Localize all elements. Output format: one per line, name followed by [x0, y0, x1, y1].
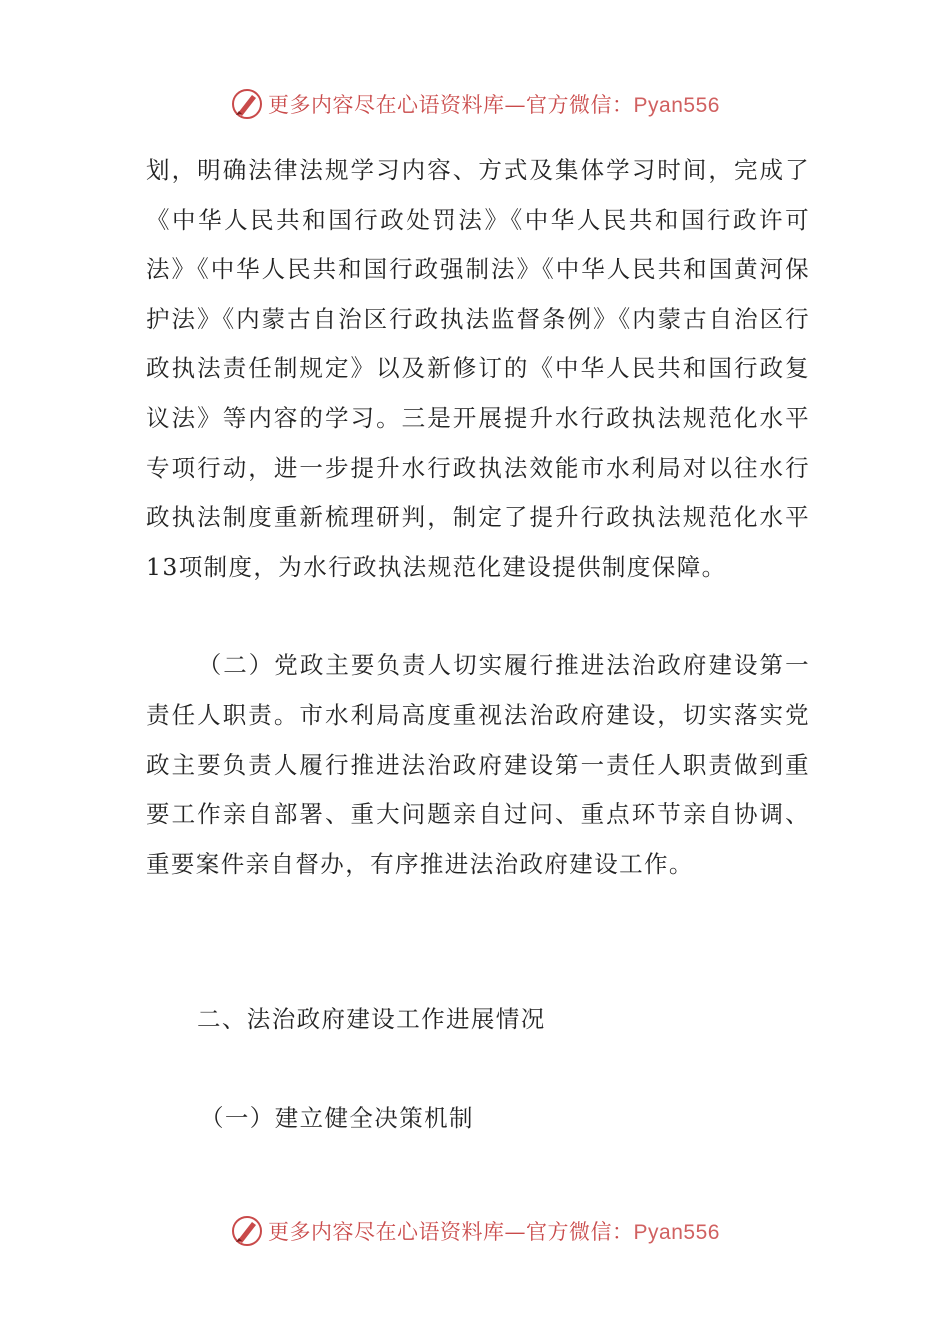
section-heading: 二、法治政府建设工作进展情况 [197, 1005, 546, 1033]
subsection-heading: （一）建立健全决策机制 [200, 1104, 474, 1132]
body-content [146, 146, 810, 889]
pen-logo-icon [230, 1214, 264, 1248]
banner-text: 更多内容尽在心语资料库—官方微信：Pyan556 [268, 93, 720, 117]
paragraph-section-two: （二）党政主要负责人切实履行推进法治政府建设第一责任人职责。市水利局高度重视法治政府建设，切实落实党政主要负责人履行推进法治政府建设第一责任人职责做到重要工作亲自部署、重大问题亲自过问、重点环节亲自协调、重要案件亲自督办，有序推进法治政府建设工作。 [146, 651, 810, 878]
pen-logo-icon [230, 87, 264, 121]
header-banner [0, 84, 950, 124]
footer-banner [0, 1211, 950, 1251]
wechat-id: Pyan556 [633, 1221, 720, 1244]
wechat-id: Pyan556 [633, 94, 720, 117]
paragraph-continued: 划，明确法律法规学习内容、方式及集体学习时间，完成了《中华人民共和国行政处罚法》《中华人民共和国行政许可法》《中华人民共和国行政强制法》《中华人民共和国黄河保护法》《内蒙古自治区行政执法监督条例》《内蒙古自治区行政执法责任制规定》以及新修订的《中华人民共和国行政复议法》等内容的学习。三是开展提升水行政执法规范化水平专项行动，进一步提升水行政执法效能市水利局对以往水行政执法制度重新梳理研判，制定了提升行政执法规范化水平13项制度，为水行政执法规范化建设提供制度保障。 [146, 156, 810, 581]
banner-text: 更多内容尽在心语资料库—官方微信：Pyan556 [268, 1220, 720, 1244]
